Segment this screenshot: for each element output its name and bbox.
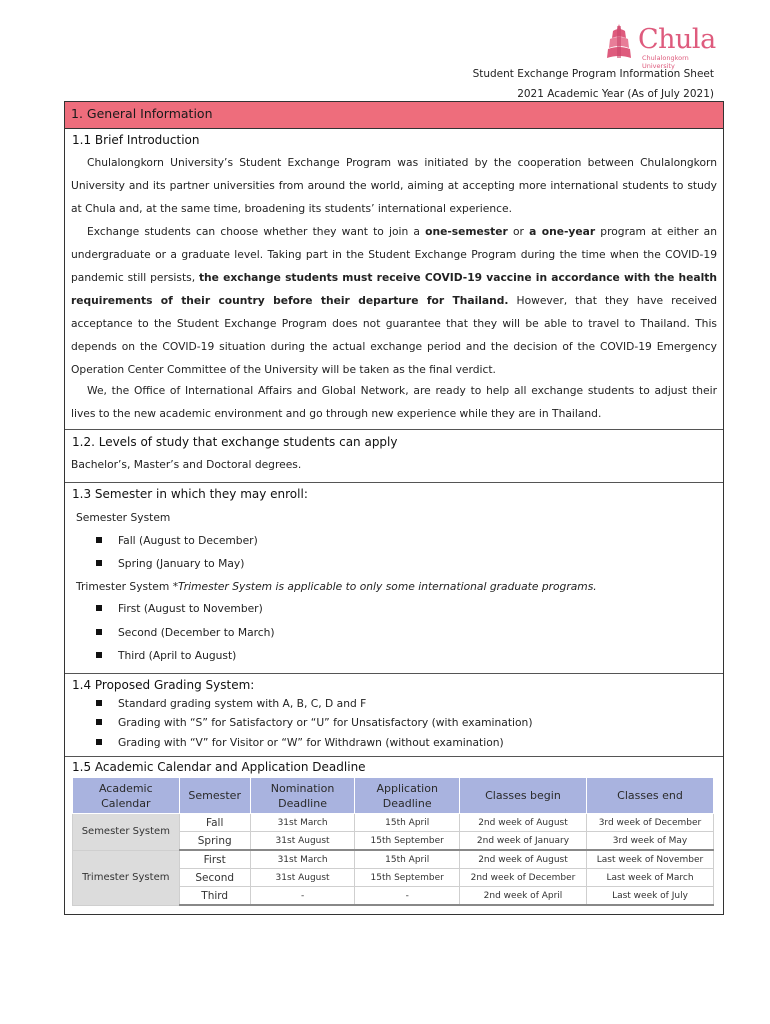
intro-paragraph-2	[71, 220, 717, 381]
list-item	[96, 716, 533, 729]
column-header: Application Deadline	[355, 778, 460, 814]
table-cell: 15th April	[355, 850, 460, 869]
list-item-text: Second (December to March)	[118, 626, 275, 639]
intro-paragraph-3	[71, 379, 717, 425]
calendar-title: 1.5 Academic Calendar and Application Deadline	[72, 760, 366, 774]
brief-intro-title: 1.1 Brief Introduction	[72, 133, 200, 147]
table-header-row	[73, 778, 714, 814]
table-cell: 15th April	[355, 814, 460, 832]
semester-system-label: Semester System	[76, 511, 171, 524]
table-cell: Spring	[179, 832, 250, 851]
table-cell: -	[355, 887, 460, 906]
table-cell: 31st August	[250, 832, 355, 851]
list-item-text: Grading with “V” for Visitor or “W” for Withdrawn (without examination)	[118, 736, 504, 749]
intro-paragraph-1	[71, 151, 717, 220]
list-item-text: Spring (January to May)	[118, 557, 245, 570]
table-cell: 3rd week of May	[586, 832, 713, 851]
trimester-system-label: Trimester System	[76, 580, 170, 593]
list-item	[96, 649, 236, 662]
divider	[65, 429, 723, 430]
intro-p2-text-g: However, that they have received acceptance to the Student Exchange Program does not guarantee that they will be able to travel to Thailand. This depends on the COVID-19 situation during the actual exchange period and the decision of the COVID-19 Emergency Operation Center Committee of the University will be taken as the final verdict.	[71, 294, 717, 376]
intro-p2-text-e: program at either an undergraduate or a graduate level. Taking part in the Student Exchange Program during the time when the COVID-19 pandemic still persists,	[71, 225, 717, 284]
list-item-text: First (August to November)	[118, 602, 263, 615]
table-cell: 31st August	[250, 869, 355, 887]
column-header: Classes begin	[460, 778, 587, 814]
table-cell: Last week of July	[586, 887, 713, 906]
trimester-note: *Trimester System is applicable to only some international graduate programs.	[172, 580, 597, 593]
table-cell: Last week of November	[586, 850, 713, 869]
academic-calendar-table	[72, 777, 714, 906]
section-heading: 1. General Information	[65, 102, 723, 129]
intro-p2-text-c: or	[507, 225, 530, 238]
table-cell: Second	[179, 869, 250, 887]
intro-p3-text: We, the Office of International Affairs and Global Network, are ready to help all exchange students to adjust their lives to the new academic environment and go through new experience while they are in Thailand.	[71, 384, 717, 420]
table-cell: Fall	[179, 814, 250, 832]
column-header: Academic Calendar	[73, 778, 180, 814]
group-cell-trimester: Trimester System	[73, 850, 180, 905]
list-item	[96, 534, 258, 547]
table-cell: Last week of March	[586, 869, 713, 887]
trimester-system-line	[76, 580, 597, 593]
table-cell: Third	[179, 887, 250, 906]
levels-title: 1.2. Levels of study that exchange students can apply	[72, 435, 398, 449]
list-item	[96, 736, 504, 749]
semester-title: 1.3 Semester in which they may enroll:	[72, 487, 308, 501]
table-cell: 2nd week of April	[460, 887, 587, 906]
intro-p1-text: Chulalongkorn University’s Student Exchange Program was initiated by the cooperation between Chulalongkorn University and its partner universities from around the world, aiming at accepting more international students to study at Chula and, at the same time, broadening its students’ international experience.	[71, 156, 717, 215]
table-row	[73, 850, 714, 869]
table-cell: 15th September	[355, 832, 460, 851]
table-cell: -	[250, 887, 355, 906]
list-item	[96, 557, 244, 570]
table-cell: 15th September	[355, 869, 460, 887]
list-item	[96, 626, 275, 639]
table-cell: 2nd week of January	[460, 832, 587, 851]
university-emblem-icon	[604, 22, 634, 62]
levels-body: Bachelor’s, Master’s and Doctoral degrees.	[71, 458, 302, 471]
column-header: Nomination Deadline	[250, 778, 355, 814]
brand-name: Chula	[638, 24, 716, 55]
list-item-text: Third (April to August)	[118, 649, 237, 662]
brand-subtitle: Chulalongkorn University	[642, 54, 689, 70]
list-item-text: Standard grading system with A, B, C, D and F	[118, 697, 367, 710]
table-cell: 2nd week of August	[460, 850, 587, 869]
academic-year: 2021 Academic Year (As of July 2021)	[517, 88, 714, 100]
divider	[65, 673, 723, 674]
chula-logo	[604, 22, 720, 70]
divider	[65, 482, 723, 483]
table-cell: 2nd week of August	[460, 814, 587, 832]
divider	[65, 756, 723, 757]
table-row	[73, 814, 714, 832]
list-item-text: Fall (August to December)	[118, 534, 258, 547]
column-header: Semester	[179, 778, 250, 814]
list-item	[96, 602, 263, 615]
table-cell: First	[179, 850, 250, 869]
intro-p2-bold-one-semester: one-semester	[425, 225, 508, 238]
intro-p2-bold-one-year: a one-year	[529, 225, 596, 238]
column-header: Classes end	[586, 778, 713, 814]
list-item	[96, 697, 366, 710]
intro-p2-text-a: Exchange students can choose whether they want to join a	[87, 225, 426, 238]
group-cell-semester: Semester System	[73, 814, 180, 851]
table-cell: 31st March	[250, 814, 355, 832]
table-cell: 3rd week of December	[586, 814, 713, 832]
grading-title: 1.4 Proposed Grading System:	[72, 678, 255, 692]
list-item-text: Grading with “S” for Satisfactory or “U” for Unsatisfactory (with examination)	[118, 716, 533, 729]
sheet-title: Student Exchange Program Information Sheet	[472, 68, 714, 80]
intro-p2-bold-vaccine: the exchange students must receive COVID-19 vaccine in accordance with the health requirements of their country before their departure for Thailand.	[71, 271, 717, 307]
table-cell: 31st March	[250, 850, 355, 869]
table-cell: 2nd week of December	[460, 869, 587, 887]
